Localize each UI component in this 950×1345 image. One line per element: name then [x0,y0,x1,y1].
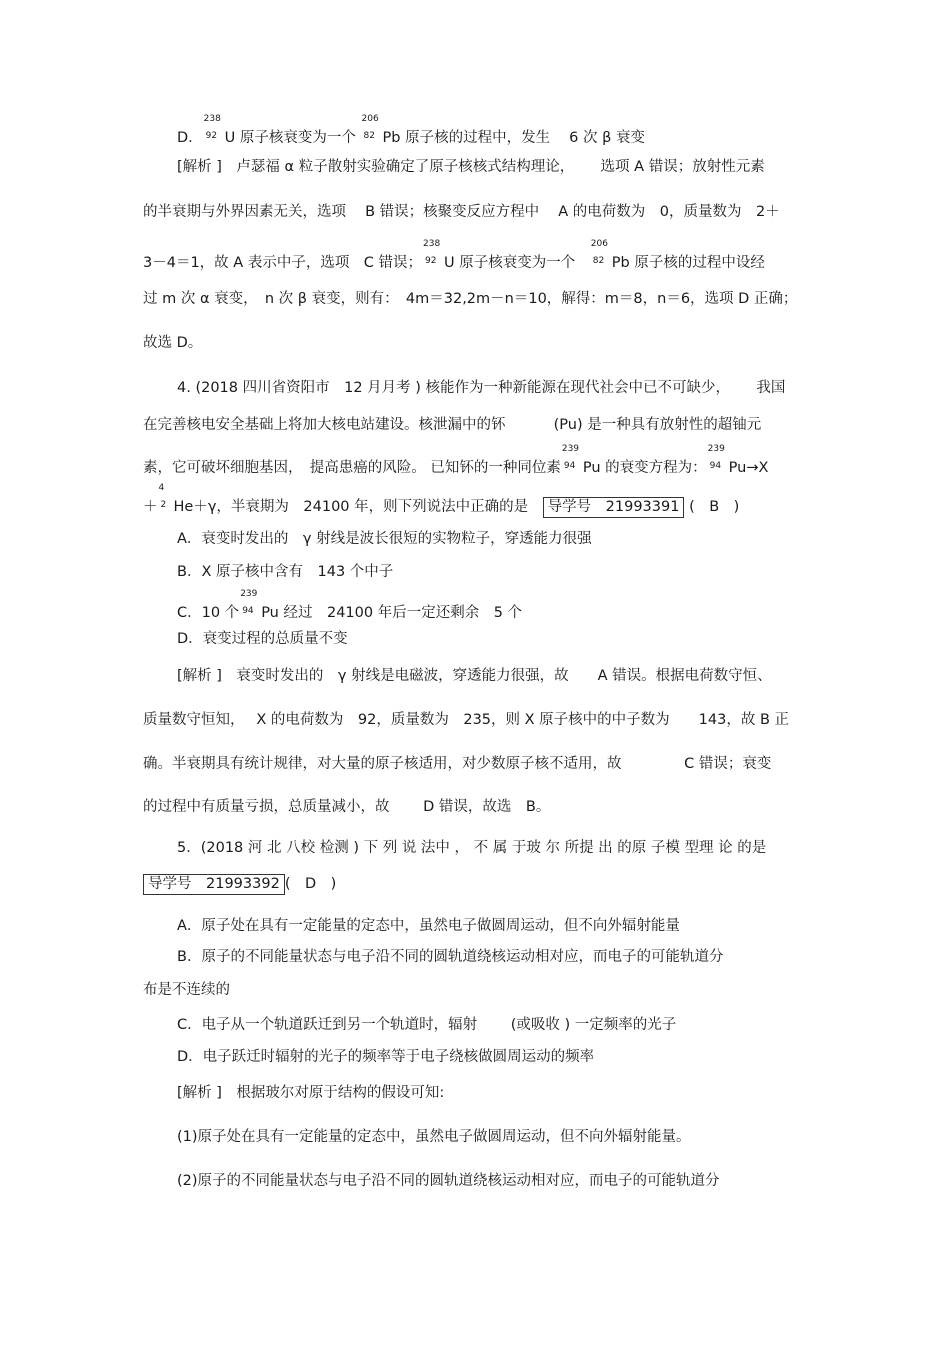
q5-stem-line1: 5．(2018 河 北 八校 检测 ) 下 列 说 法中 ， 不 属 于玻 尔 所提 出 的原 子模 型理 论 的是 [177,840,767,856]
q4-stem-line3 [143,444,769,477]
q5-option-a: A．原子处在具有一定能量的定态中，虽然电子做圆周运动，但不向外辐射能量 [177,918,680,934]
q5-option-b-line1: B．原子的不同能量状态与电子沿不同的圆轨道绕核运动相对应，而电子的可能轨道分 [177,949,724,965]
element-symbol: Pb [382,130,401,146]
text: 素，它可破坏细胞基因， 提高患癌的风险。 已知钚的一种同位素 [143,460,561,476]
answer-marker: ( D ) [284,876,337,892]
q5-stem-line2 [143,874,336,895]
q4-analysis-line1: [解析 ] 衰变时发出的 γ 射线是电磁波，穿透能力很强，故 A 错误。根据电荷数守恒、 [177,668,772,684]
q3-analysis-line3 [143,239,765,272]
q5-analysis-line2: (2)原子的不同能量状态与电子沿不同的圆轨道绕核运动相对应，而电子的可能轨道分 [177,1173,720,1189]
option-d-prev [177,114,645,147]
q3-analysis-line5: 故选 D。 [143,335,203,351]
q3-analysis-line2: 的半衰期与外界因素无关，选项 B 错误；核聚变反应方程中 A 的电荷数为 0，质量数为 2＋ [143,204,780,220]
q5-option-c: C．电子从一个轨道跃迁到另一个轨道时，辐射 (或吸收 ) 一定频率的光子 [177,1017,677,1033]
isotope-pu239: 239 94 [561,444,580,471]
element-symbol: U [224,130,236,146]
q4-stem-line2: 在完善核电安全基础上将加大核电站建设。核泄漏中的钚 (Pu) 是一种具有放射性的超铀元 [143,417,762,433]
q3-analysis-line1: [解析 ] 卢瑟福 α 粒子散射实验确定了原子核核式结构理论， 选项 A 错误；放射性元素 [177,159,765,175]
q5-analysis-line0: [解析 ] 根据玻尔对原于结构的假设可知: [177,1085,445,1101]
isotope-pb206: 206 82 [361,114,379,141]
text: C．10 个 [177,605,240,621]
text: Pu→X [728,460,769,476]
isotope-u238: 238 92 [423,239,441,266]
q5-analysis-line1: (1)原子处在具有一定能量的定态中，虽然电子做圆周运动，但不向外辐射能量。 [177,1129,691,1145]
text: He＋γ，半衰期为 24100 年，则下列说法中正确的是 [173,499,529,515]
q4-option-a: A．衰变时发出的 γ 射线是波长很短的实物粒子，穿透能力很强 [177,531,592,547]
q4-analysis-line4: 的过程中有质量亏损，总质量减小，故 D 错误，故选 B。 [143,799,551,815]
isotope-pu239: 239 94 [240,589,258,616]
q5-option-b-line2: 布是不连续的 [143,982,230,998]
option-label: D． [177,130,203,146]
isotope-pb206: 206 82 [590,239,608,266]
text: ＋ [143,499,158,515]
q4-option-d: D．衰变过程的总质量不变 [177,631,348,647]
option-text: 原子核的过程中，发生 6 次 β 衰变 [400,130,645,146]
isotope-u238: 238 92 [203,114,221,141]
q4-stem-line4 [143,483,740,518]
q4-analysis-line2: 质量数守恒知， X 的电荷数为 92，质量数为 235，则 X 原子核中的中子数为 143，故 B 正 [143,712,790,728]
q3-analysis-line4: 过 m 次 α 衰变， n 次 β 衰变，则有： 4m＝32,2m－n＝10，解得：m＝8，n＝6，选项 D 正确； [143,291,798,307]
isotope-pu239: 239 94 [707,444,725,471]
guide-number-box: 导学号 21993391 [543,497,685,518]
text: U 原子核衰变为一个 [444,255,576,271]
text: Pu 的衰变方程为： [582,460,707,476]
q4-stem-line1: 4. (2018 四川省资阳市 12 月月考 ) 核能作为一种新能源在现代社会中已不可缺少， 我国 [177,380,786,396]
q4-analysis-line3: 确。半衰期具有统计规律，对大量的原子核适用，对少数原子核不适用，故 C 错误；衰变 [143,756,772,772]
answer-marker: ( B ) [689,499,740,515]
q4-option-c [177,589,523,622]
option-text: 原子核衰变为一个 [235,130,361,146]
text: Pb 原子核的过程中设经 [611,255,765,271]
text: 3－4＝1，故 A 表示中子，选项 C 错误； [143,255,423,271]
q5-option-d: D．电子跃迁时辐射的光子的频率等于电子绕核做圆周运动的频率 [177,1049,595,1065]
q4-option-b: B．X 原子核中含有 143 个中子 [177,564,394,580]
isotope-he4: 4 2 [158,483,167,510]
guide-number-box: 导学号 21993392 [143,874,285,895]
text: Pu 经过 24100 年后一定还剩余 5 个 [261,605,523,621]
